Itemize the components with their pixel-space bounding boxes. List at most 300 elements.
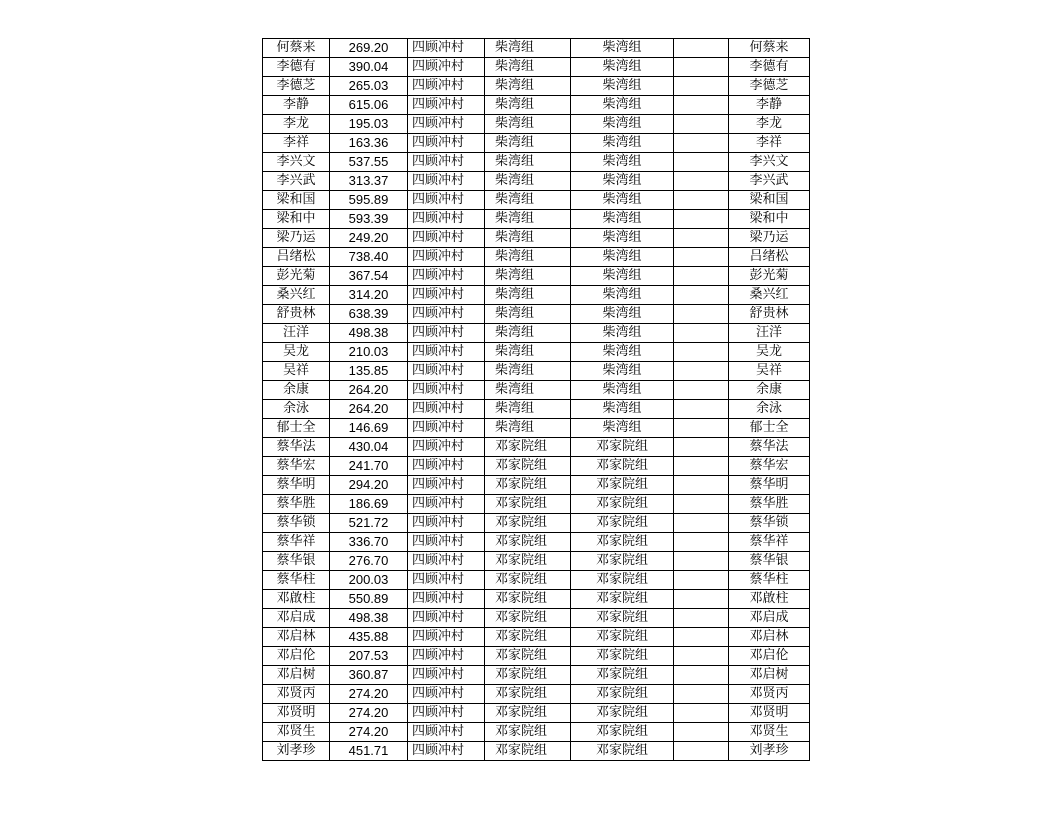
group-cell: 柴湾组 <box>485 381 571 400</box>
group-cell-2: 邓家院组 <box>571 704 674 723</box>
name-cell-2: 蔡华锁 <box>729 514 810 533</box>
name-cell: 蔡华明 <box>263 476 330 495</box>
group-cell: 邓家院组 <box>485 495 571 514</box>
name-cell-2: 李祥 <box>729 134 810 153</box>
area-cell: 595.89 <box>330 191 408 210</box>
group-cell: 柴湾组 <box>485 400 571 419</box>
group-cell-2: 柴湾组 <box>571 305 674 324</box>
village-cell: 四顾冲村 <box>408 571 485 590</box>
group-cell-2: 邓家院组 <box>571 457 674 476</box>
area-cell: 451.71 <box>330 742 408 761</box>
area-cell: 336.70 <box>330 533 408 552</box>
area-cell: 274.20 <box>330 685 408 704</box>
name-cell-2: 邓贤生 <box>729 723 810 742</box>
blank-cell <box>674 647 729 666</box>
blank-cell <box>674 248 729 267</box>
name-cell-2: 刘孝珍 <box>729 742 810 761</box>
area-cell: 360.87 <box>330 666 408 685</box>
area-cell: 163.36 <box>330 134 408 153</box>
table-row <box>263 400 810 419</box>
table-row <box>263 77 810 96</box>
table-row <box>263 286 810 305</box>
area-cell: 615.06 <box>330 96 408 115</box>
area-cell: 135.85 <box>330 362 408 381</box>
name-cell-2: 李兴文 <box>729 153 810 172</box>
village-cell: 四顾冲村 <box>408 400 485 419</box>
group-cell: 邓家院组 <box>485 609 571 628</box>
name-cell-2: 梁乃运 <box>729 229 810 248</box>
table-row <box>263 134 810 153</box>
table-row <box>263 58 810 77</box>
group-cell: 柴湾组 <box>485 229 571 248</box>
name-cell-2: 蔡华祥 <box>729 533 810 552</box>
name-cell-2: 蔡华银 <box>729 552 810 571</box>
blank-cell <box>674 609 729 628</box>
village-cell: 四顾冲村 <box>408 153 485 172</box>
group-cell-2: 柴湾组 <box>571 210 674 229</box>
group-cell-2: 柴湾组 <box>571 343 674 362</box>
name-cell: 彭光菊 <box>263 267 330 286</box>
village-cell: 四顾冲村 <box>408 286 485 305</box>
name-cell: 桑兴红 <box>263 286 330 305</box>
table-row <box>263 628 810 647</box>
name-cell-2: 梁和国 <box>729 191 810 210</box>
blank-cell <box>674 343 729 362</box>
name-cell: 邓启伦 <box>263 647 330 666</box>
blank-cell <box>674 552 729 571</box>
blank-cell <box>674 628 729 647</box>
name-cell: 汪洋 <box>263 324 330 343</box>
village-cell: 四顾冲村 <box>408 39 485 58</box>
name-cell: 李德芝 <box>263 77 330 96</box>
blank-cell <box>674 419 729 438</box>
table-row <box>263 153 810 172</box>
group-cell: 邓家院组 <box>485 533 571 552</box>
name-cell: 蔡华宏 <box>263 457 330 476</box>
village-cell: 四顾冲村 <box>408 590 485 609</box>
name-cell-2: 蔡华法 <box>729 438 810 457</box>
area-cell: 430.04 <box>330 438 408 457</box>
blank-cell <box>674 210 729 229</box>
name-cell-2: 邓启树 <box>729 666 810 685</box>
name-cell-2: 吴祥 <box>729 362 810 381</box>
name-cell-2: 吕绪松 <box>729 248 810 267</box>
area-cell: 249.20 <box>330 229 408 248</box>
name-cell: 梁和国 <box>263 191 330 210</box>
blank-cell <box>674 134 729 153</box>
name-cell-2: 李龙 <box>729 115 810 134</box>
blank-cell <box>674 533 729 552</box>
village-cell: 四顾冲村 <box>408 248 485 267</box>
area-cell: 207.53 <box>330 647 408 666</box>
name-cell: 邓贤丙 <box>263 685 330 704</box>
village-cell: 四顾冲村 <box>408 609 485 628</box>
village-cell: 四顾冲村 <box>408 457 485 476</box>
table-row <box>263 495 810 514</box>
name-cell: 余康 <box>263 381 330 400</box>
name-cell: 邓啟柱 <box>263 590 330 609</box>
area-cell: 241.70 <box>330 457 408 476</box>
village-cell: 四顾冲村 <box>408 514 485 533</box>
name-cell: 蔡华柱 <box>263 571 330 590</box>
name-cell: 邓贤明 <box>263 704 330 723</box>
name-cell: 邓启树 <box>263 666 330 685</box>
area-cell: 294.20 <box>330 476 408 495</box>
village-cell: 四顾冲村 <box>408 77 485 96</box>
village-cell: 四顾冲村 <box>408 58 485 77</box>
village-cell: 四顾冲村 <box>408 229 485 248</box>
area-cell: 521.72 <box>330 514 408 533</box>
name-cell-2: 蔡华柱 <box>729 571 810 590</box>
name-cell: 蔡华胜 <box>263 495 330 514</box>
blank-cell <box>674 666 729 685</box>
group-cell: 柴湾组 <box>485 210 571 229</box>
group-cell: 邓家院组 <box>485 685 571 704</box>
village-cell: 四顾冲村 <box>408 476 485 495</box>
area-cell: 593.39 <box>330 210 408 229</box>
name-cell: 蔡华法 <box>263 438 330 457</box>
name-cell-2: 李静 <box>729 96 810 115</box>
name-cell-2: 邓贤明 <box>729 704 810 723</box>
village-cell: 四顾冲村 <box>408 704 485 723</box>
area-cell: 550.89 <box>330 590 408 609</box>
table-row <box>263 305 810 324</box>
group-cell: 柴湾组 <box>485 248 571 267</box>
table-row <box>263 419 810 438</box>
area-cell: 265.03 <box>330 77 408 96</box>
blank-cell <box>674 229 729 248</box>
area-cell: 367.54 <box>330 267 408 286</box>
group-cell: 柴湾组 <box>485 343 571 362</box>
group-cell-2: 邓家院组 <box>571 438 674 457</box>
name-cell-2: 蔡华胜 <box>729 495 810 514</box>
name-cell-2: 邓啟柱 <box>729 590 810 609</box>
blank-cell <box>674 191 729 210</box>
group-cell-2: 柴湾组 <box>571 153 674 172</box>
blank-cell <box>674 685 729 704</box>
village-cell: 四顾冲村 <box>408 267 485 286</box>
group-cell-2: 柴湾组 <box>571 172 674 191</box>
area-cell: 264.20 <box>330 400 408 419</box>
table-row <box>263 248 810 267</box>
group-cell: 柴湾组 <box>485 39 571 58</box>
area-cell: 269.20 <box>330 39 408 58</box>
name-cell-2: 李兴武 <box>729 172 810 191</box>
name-cell-2: 蔡华明 <box>729 476 810 495</box>
area-cell: 276.70 <box>330 552 408 571</box>
group-cell: 柴湾组 <box>485 305 571 324</box>
group-cell: 柴湾组 <box>485 191 571 210</box>
name-cell: 舒贵林 <box>263 305 330 324</box>
name-cell: 梁和中 <box>263 210 330 229</box>
name-cell: 吕绪松 <box>263 248 330 267</box>
blank-cell <box>674 286 729 305</box>
table-row <box>263 723 810 742</box>
group-cell-2: 柴湾组 <box>571 39 674 58</box>
village-cell: 四顾冲村 <box>408 419 485 438</box>
group-cell-2: 柴湾组 <box>571 58 674 77</box>
name-cell: 吴龙 <box>263 343 330 362</box>
group-cell-2: 柴湾组 <box>571 191 674 210</box>
table-row <box>263 39 810 58</box>
village-cell: 四顾冲村 <box>408 96 485 115</box>
name-cell-2: 邓启伦 <box>729 647 810 666</box>
name-cell: 李德有 <box>263 58 330 77</box>
group-cell-2: 柴湾组 <box>571 381 674 400</box>
table-row <box>263 210 810 229</box>
group-cell: 柴湾组 <box>485 267 571 286</box>
village-cell: 四顾冲村 <box>408 647 485 666</box>
table-row <box>263 647 810 666</box>
name-cell: 刘孝珍 <box>263 742 330 761</box>
table-row <box>263 172 810 191</box>
group-cell: 邓家院组 <box>485 514 571 533</box>
village-cell: 四顾冲村 <box>408 305 485 324</box>
table-row <box>263 267 810 286</box>
name-cell: 李祥 <box>263 134 330 153</box>
table-row <box>263 704 810 723</box>
area-cell: 210.03 <box>330 343 408 362</box>
table-row <box>263 438 810 457</box>
name-cell-2: 李德有 <box>729 58 810 77</box>
village-cell: 四顾冲村 <box>408 172 485 191</box>
group-cell: 邓家院组 <box>485 666 571 685</box>
village-cell: 四顾冲村 <box>408 324 485 343</box>
village-cell: 四顾冲村 <box>408 666 485 685</box>
group-cell-2: 柴湾组 <box>571 400 674 419</box>
table-row <box>263 115 810 134</box>
name-cell: 吴祥 <box>263 362 330 381</box>
name-cell-2: 吴龙 <box>729 343 810 362</box>
village-cell: 四顾冲村 <box>408 362 485 381</box>
group-cell-2: 柴湾组 <box>571 134 674 153</box>
area-cell: 313.37 <box>330 172 408 191</box>
group-cell: 柴湾组 <box>485 362 571 381</box>
blank-cell <box>674 571 729 590</box>
village-cell: 四顾冲村 <box>408 685 485 704</box>
group-cell-2: 柴湾组 <box>571 324 674 343</box>
name-cell-2: 彭光菊 <box>729 267 810 286</box>
blank-cell <box>674 590 729 609</box>
name-cell: 蔡华祥 <box>263 533 330 552</box>
name-cell: 李静 <box>263 96 330 115</box>
group-cell-2: 柴湾组 <box>571 267 674 286</box>
village-cell: 四顾冲村 <box>408 438 485 457</box>
group-cell: 邓家院组 <box>485 742 571 761</box>
group-cell: 柴湾组 <box>485 96 571 115</box>
table-row <box>263 666 810 685</box>
area-cell: 638.39 <box>330 305 408 324</box>
area-cell: 200.03 <box>330 571 408 590</box>
table-row <box>263 742 810 761</box>
village-cell: 四顾冲村 <box>408 191 485 210</box>
table-row <box>263 476 810 495</box>
table-row <box>263 191 810 210</box>
blank-cell <box>674 153 729 172</box>
village-cell: 四顾冲村 <box>408 533 485 552</box>
blank-cell <box>674 324 729 343</box>
blank-cell <box>674 267 729 286</box>
blank-cell <box>674 381 729 400</box>
name-cell: 蔡华锁 <box>263 514 330 533</box>
name-cell: 郁士全 <box>263 419 330 438</box>
area-cell: 186.69 <box>330 495 408 514</box>
table-row <box>263 457 810 476</box>
name-cell: 何蔡来 <box>263 39 330 58</box>
area-cell: 195.03 <box>330 115 408 134</box>
group-cell-2: 邓家院组 <box>571 723 674 742</box>
group-cell-2: 邓家院组 <box>571 609 674 628</box>
name-cell-2: 邓启成 <box>729 609 810 628</box>
group-cell: 柴湾组 <box>485 115 571 134</box>
table-row <box>263 590 810 609</box>
table-row <box>263 343 810 362</box>
area-cell: 264.20 <box>330 381 408 400</box>
village-cell: 四顾冲村 <box>408 134 485 153</box>
group-cell-2: 邓家院组 <box>571 647 674 666</box>
name-cell-2: 梁和中 <box>729 210 810 229</box>
blank-cell <box>674 495 729 514</box>
group-cell-2: 柴湾组 <box>571 419 674 438</box>
group-cell-2: 邓家院组 <box>571 590 674 609</box>
area-cell: 738.40 <box>330 248 408 267</box>
blank-cell <box>674 58 729 77</box>
group-cell-2: 邓家院组 <box>571 533 674 552</box>
name-cell: 邓启林 <box>263 628 330 647</box>
blank-cell <box>674 115 729 134</box>
group-cell-2: 邓家院组 <box>571 514 674 533</box>
name-cell-2: 蔡华宏 <box>729 457 810 476</box>
group-cell: 柴湾组 <box>485 153 571 172</box>
group-cell-2: 邓家院组 <box>571 476 674 495</box>
name-cell-2: 汪洋 <box>729 324 810 343</box>
area-cell: 537.55 <box>330 153 408 172</box>
group-cell: 柴湾组 <box>485 58 571 77</box>
table-row <box>263 324 810 343</box>
blank-cell <box>674 723 729 742</box>
data-table <box>262 38 810 761</box>
blank-cell <box>674 742 729 761</box>
village-cell: 四顾冲村 <box>408 723 485 742</box>
blank-cell <box>674 514 729 533</box>
group-cell-2: 柴湾组 <box>571 96 674 115</box>
blank-cell <box>674 96 729 115</box>
name-cell-2: 郁士全 <box>729 419 810 438</box>
group-cell-2: 柴湾组 <box>571 362 674 381</box>
village-cell: 四顾冲村 <box>408 628 485 647</box>
name-cell-2: 邓贤丙 <box>729 685 810 704</box>
name-cell: 李兴文 <box>263 153 330 172</box>
group-cell: 邓家院组 <box>485 476 571 495</box>
name-cell-2: 舒贵林 <box>729 305 810 324</box>
name-cell: 邓启成 <box>263 609 330 628</box>
group-cell: 柴湾组 <box>485 324 571 343</box>
group-cell: 柴湾组 <box>485 419 571 438</box>
blank-cell <box>674 457 729 476</box>
group-cell-2: 柴湾组 <box>571 286 674 305</box>
village-cell: 四顾冲村 <box>408 343 485 362</box>
group-cell: 邓家院组 <box>485 704 571 723</box>
group-cell: 邓家院组 <box>485 590 571 609</box>
table-row <box>263 362 810 381</box>
blank-cell <box>674 400 729 419</box>
village-cell: 四顾冲村 <box>408 742 485 761</box>
area-cell: 435.88 <box>330 628 408 647</box>
name-cell: 蔡华银 <box>263 552 330 571</box>
area-cell: 274.20 <box>330 704 408 723</box>
area-cell: 390.04 <box>330 58 408 77</box>
table-row <box>263 533 810 552</box>
group-cell: 柴湾组 <box>485 77 571 96</box>
village-cell: 四顾冲村 <box>408 381 485 400</box>
table-row <box>263 571 810 590</box>
village-cell: 四顾冲村 <box>408 495 485 514</box>
group-cell-2: 邓家院组 <box>571 495 674 514</box>
name-cell-2: 桑兴红 <box>729 286 810 305</box>
table-row <box>263 609 810 628</box>
group-cell-2: 邓家院组 <box>571 742 674 761</box>
group-cell: 柴湾组 <box>485 172 571 191</box>
table-row <box>263 96 810 115</box>
blank-cell <box>674 476 729 495</box>
name-cell-2: 何蔡来 <box>729 39 810 58</box>
blank-cell <box>674 438 729 457</box>
area-cell: 498.38 <box>330 609 408 628</box>
table-row <box>263 552 810 571</box>
village-cell: 四顾冲村 <box>408 552 485 571</box>
name-cell: 李兴武 <box>263 172 330 191</box>
blank-cell <box>674 77 729 96</box>
group-cell: 柴湾组 <box>485 286 571 305</box>
table-body <box>263 39 810 761</box>
area-cell: 274.20 <box>330 723 408 742</box>
area-cell: 314.20 <box>330 286 408 305</box>
group-cell: 柴湾组 <box>485 134 571 153</box>
group-cell-2: 邓家院组 <box>571 666 674 685</box>
name-cell-2: 余泳 <box>729 400 810 419</box>
table-row <box>263 685 810 704</box>
blank-cell <box>674 172 729 191</box>
group-cell-2: 柴湾组 <box>571 77 674 96</box>
table-row <box>263 381 810 400</box>
village-cell: 四顾冲村 <box>408 115 485 134</box>
group-cell: 邓家院组 <box>485 457 571 476</box>
name-cell: 邓贤生 <box>263 723 330 742</box>
group-cell: 邓家院组 <box>485 723 571 742</box>
group-cell: 邓家院组 <box>485 647 571 666</box>
group-cell-2: 柴湾组 <box>571 248 674 267</box>
name-cell: 梁乃运 <box>263 229 330 248</box>
group-cell-2: 邓家院组 <box>571 552 674 571</box>
name-cell-2: 邓启林 <box>729 628 810 647</box>
blank-cell <box>674 704 729 723</box>
blank-cell <box>674 39 729 58</box>
name-cell: 李龙 <box>263 115 330 134</box>
blank-cell <box>674 305 729 324</box>
village-cell: 四顾冲村 <box>408 210 485 229</box>
blank-cell <box>674 362 729 381</box>
group-cell: 邓家院组 <box>485 552 571 571</box>
group-cell-2: 邓家院组 <box>571 628 674 647</box>
group-cell-2: 柴湾组 <box>571 115 674 134</box>
table-row <box>263 229 810 248</box>
group-cell-2: 柴湾组 <box>571 229 674 248</box>
table-row <box>263 514 810 533</box>
area-cell: 146.69 <box>330 419 408 438</box>
group-cell-2: 邓家院组 <box>571 571 674 590</box>
area-cell: 498.38 <box>330 324 408 343</box>
name-cell-2: 李德芝 <box>729 77 810 96</box>
